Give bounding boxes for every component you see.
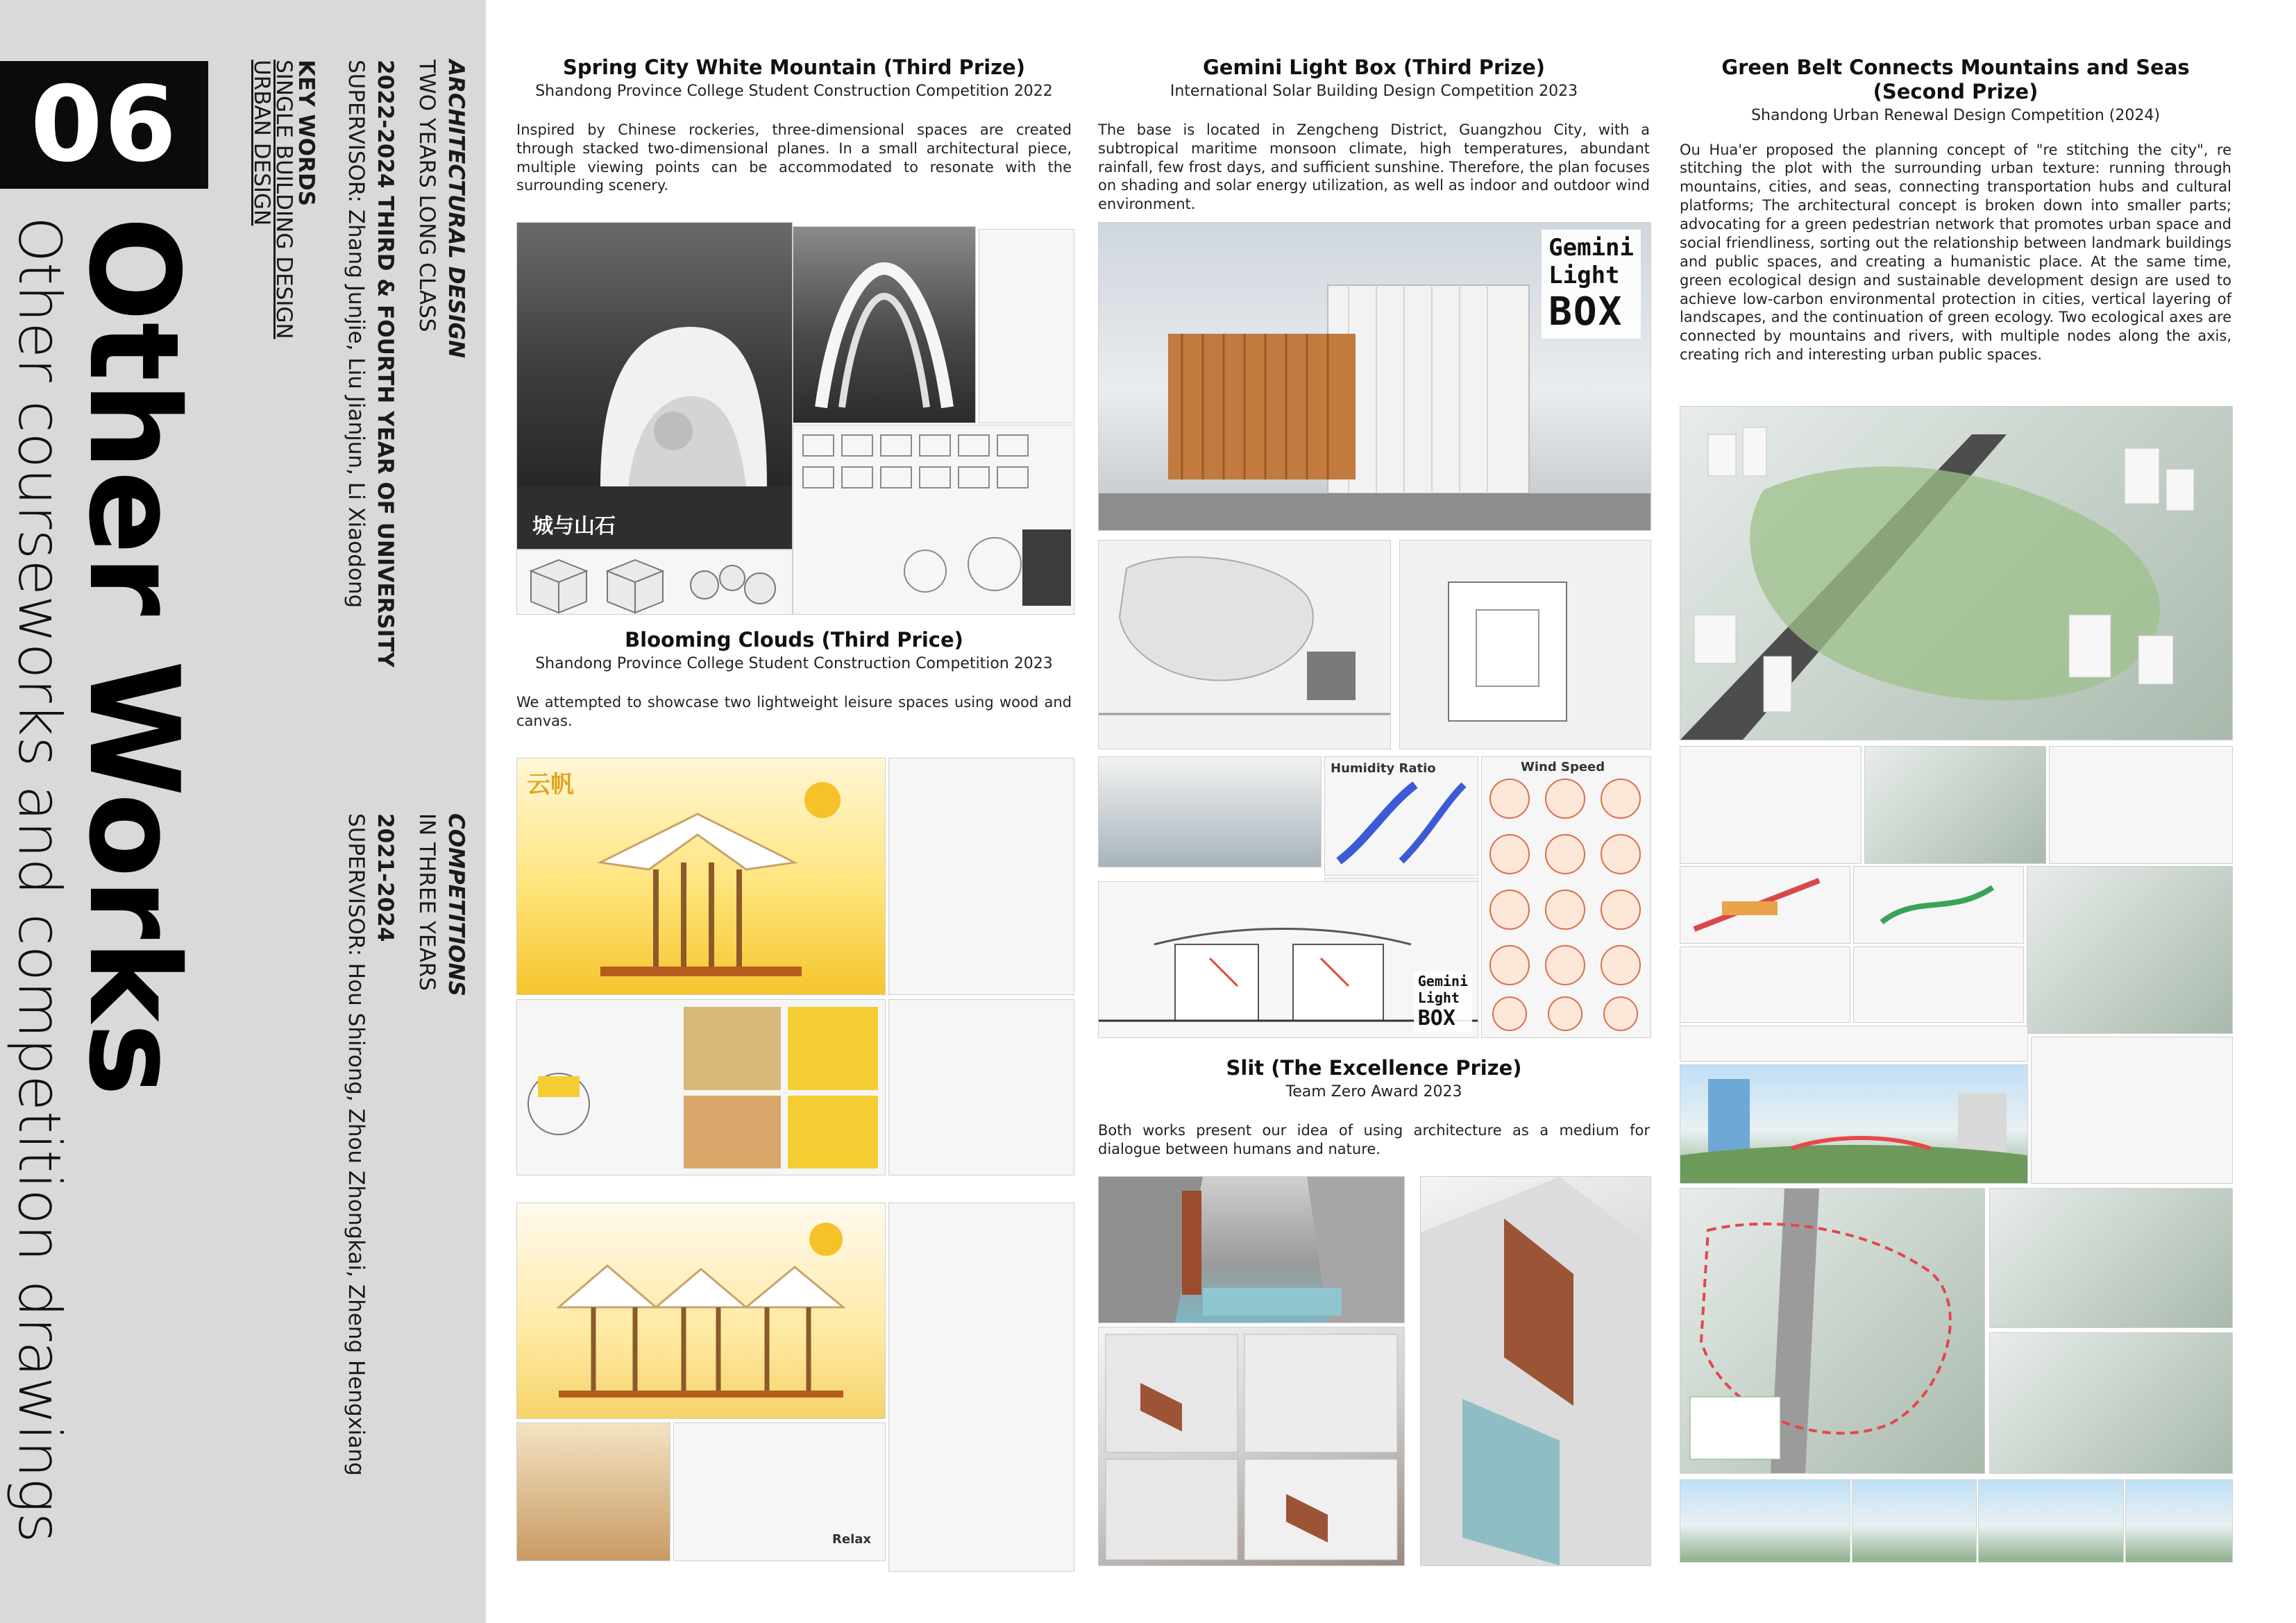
work-title: Slit (The Excellence Prize) — [1226, 1056, 1522, 1080]
work-green-belt — [1680, 56, 2231, 364]
keyword-item: SINGLE BUILDING DESIGN — [271, 60, 296, 339]
work-title: Gemini Light Box (Third Prize) — [1203, 56, 1545, 79]
spring-city-interior-image — [793, 226, 976, 423]
green-belt-view-4 — [2125, 1479, 2233, 1563]
spring-city-watermark: 城与山石 — [532, 514, 616, 538]
green-belt-aerial-render — [1680, 406, 2233, 740]
green-belt-street-render — [1680, 1064, 2028, 1184]
green-belt-axon-1 — [1680, 866, 1850, 944]
relax-label: Relax — [832, 1532, 871, 1547]
gemini-wind-rose-grid — [1481, 756, 1651, 1038]
work-description: Ou Hua'er proposed the planning concept of "re stitching the city", re stitching the plot with the surrounding urban texture: running through mountains, cities, and seas, connecting transportation hubs and cultural platforms; The architectural concept is broken down into smaller parts; advocating for a green pedestrian network that promotes urban space and social friendliness, sorting out the relationship between landmark buildings and public spaces, and creating a humanistic place. At the same time, green ecological design and sustainable development design are used to achieve low-carbon environmental protection in cities, vertical layering of landscapes, and the continuation of green ecology. Two ecological axes are connected by mountains and rivers, with multiple nodes along the axis, creating rich and interesting urban public spaces. — [1680, 141, 2231, 364]
competitions-supervisor: SUPERVISOR: Hou Shirong, Zhou Zhongkai, Zheng Hengxiang — [344, 813, 369, 1476]
blooming-clouds-plan-sheet — [516, 999, 886, 1175]
blooming-clouds-label: 云帆 — [527, 771, 574, 799]
gemini-floor-plan — [1399, 540, 1651, 749]
arch-design-period: 2022-2024 THIRD & FOURTH YEAR OF UNIVERSITY — [373, 60, 398, 668]
work-description: We attempted to showcase two lightweight leisure spaces using wood and canvas. — [516, 693, 1072, 729]
work-description: Inspired by Chinese rockeries, three-dimensional spaces are created through stacked two-dimensional planes. In a small architectural piece, multiple viewing points can be accommodated to resonate with the surrounding scenery. — [516, 121, 1072, 194]
blooming-clouds-axonometric — [888, 999, 1074, 1175]
green-belt-axon-2 — [1853, 866, 2024, 944]
spring-city-render-image — [516, 222, 793, 550]
section-title: Other Works — [62, 216, 205, 1097]
work-competition: Shandong Urban Renewal Design Competition (2024) — [1751, 106, 2160, 124]
work-competition: Shandong Province College Student Construction Competition 2022 — [535, 82, 1053, 100]
work-description: Both works present our idea of using architecture as a medium for dialogue between humans and nature. — [1098, 1121, 1650, 1157]
green-belt-diagram-1 — [1680, 746, 1862, 864]
wind-speed-label: Wind Speed — [1521, 760, 1605, 774]
work-blooming-clouds — [516, 628, 1072, 731]
green-belt-node-axon — [2031, 1037, 2233, 1184]
work-competition: Shandong Province College Student Construction Competition 2023 — [535, 654, 1053, 672]
arch-design-duration: TWO YEARS LONG CLASS — [414, 60, 439, 332]
green-belt-axon-3 — [1680, 946, 1850, 1023]
slit-render-2 — [1420, 1176, 1651, 1566]
work-title: Spring City White Mountain (Third Prize) — [563, 56, 1025, 79]
green-belt-master-plan — [1680, 1188, 1985, 1474]
green-belt-plan-1 — [2027, 866, 2233, 1034]
blooming-clouds-diagram-1 — [888, 758, 1074, 995]
gemini-logo-small: Gemini Light BOX — [1414, 971, 1472, 1032]
gemini-render-image — [1098, 222, 1651, 531]
work-title: Blooming Clouds (Third Price) — [625, 628, 963, 652]
gemini-elevation-render — [1098, 756, 1322, 867]
arch-design-heading: ARCHITECTURAL DESIGN — [444, 60, 469, 359]
humidity-ratio-label: Humidity Ratio — [1331, 761, 1436, 776]
keywords-heading: KEY WORDS — [294, 60, 319, 206]
competitions-duration: IN THREE YEARS — [414, 813, 439, 991]
section-subtitle: Other courseworks and competition drawings — [6, 216, 74, 1543]
green-belt-view-1 — [1680, 1479, 1850, 1563]
blooming-clouds-interior — [516, 1422, 670, 1561]
green-belt-view-3 — [1978, 1479, 2124, 1563]
gemini-logo: Gemini Light BOX — [1542, 230, 1641, 339]
spring-city-details-sheet — [979, 229, 1074, 423]
section-number: 06 — [30, 65, 178, 185]
green-belt-view-2 — [1852, 1479, 1977, 1563]
green-belt-diagram-3 — [2049, 746, 2233, 864]
blooming-clouds-site-plan — [673, 1422, 886, 1561]
arch-design-supervisor: SUPERVISOR: Zhang Junjie, Liu Jianjun, Li Xiaodong — [344, 60, 369, 609]
work-gemini-light-box — [1098, 56, 1650, 214]
work-competition: International Solar Building Design Competition 2023 — [1170, 82, 1578, 100]
blooming-clouds-render-1 — [516, 758, 886, 995]
work-title-line2: (Second Prize) — [1873, 79, 2038, 103]
work-competition: Team Zero Award 2023 — [1285, 1082, 1462, 1101]
spring-city-diagram-sheet — [793, 425, 1074, 615]
competitions-period: 2021-2024 — [373, 813, 398, 942]
gemini-section-drawing — [1098, 881, 1478, 1038]
green-belt-aerial-2 — [1989, 1188, 2233, 1328]
gemini-site-plan — [1098, 540, 1391, 749]
work-slit — [1098, 1056, 1650, 1159]
work-title: Green Belt Connects Mountains and Seas — [1721, 56, 2190, 79]
work-spring-city — [516, 56, 1072, 195]
green-belt-aerial-3 — [1989, 1332, 2233, 1474]
keyword-item: URBAN DESIGN — [249, 60, 274, 226]
sidebar — [0, 0, 486, 1623]
work-description: The base is located in Zengcheng District, Guangzhou City, with a subtropical maritime monsoon climate, high temperatures, abundant rainfall, few frost days, and sufficient sunshine. Therefore, the plan focuses on shading and solar energy utilization, as well as indoor and outdoor wind environment. — [1098, 121, 1650, 213]
blooming-clouds-diagram-2 — [888, 1203, 1074, 1572]
section-number-box — [0, 61, 208, 189]
slit-axonometric-grid — [1098, 1327, 1405, 1566]
gemini-humidity-chart — [1324, 756, 1478, 876]
spring-city-cube-diagram — [516, 550, 793, 615]
slit-render-1 — [1098, 1176, 1405, 1323]
green-belt-skyline — [1680, 1026, 2028, 1062]
green-belt-axon-4 — [1853, 946, 2024, 1023]
green-belt-diagram-2 — [1864, 746, 2046, 864]
competitions-heading: COMPETITIONS — [444, 813, 469, 996]
blooming-clouds-render-2 — [516, 1203, 886, 1419]
